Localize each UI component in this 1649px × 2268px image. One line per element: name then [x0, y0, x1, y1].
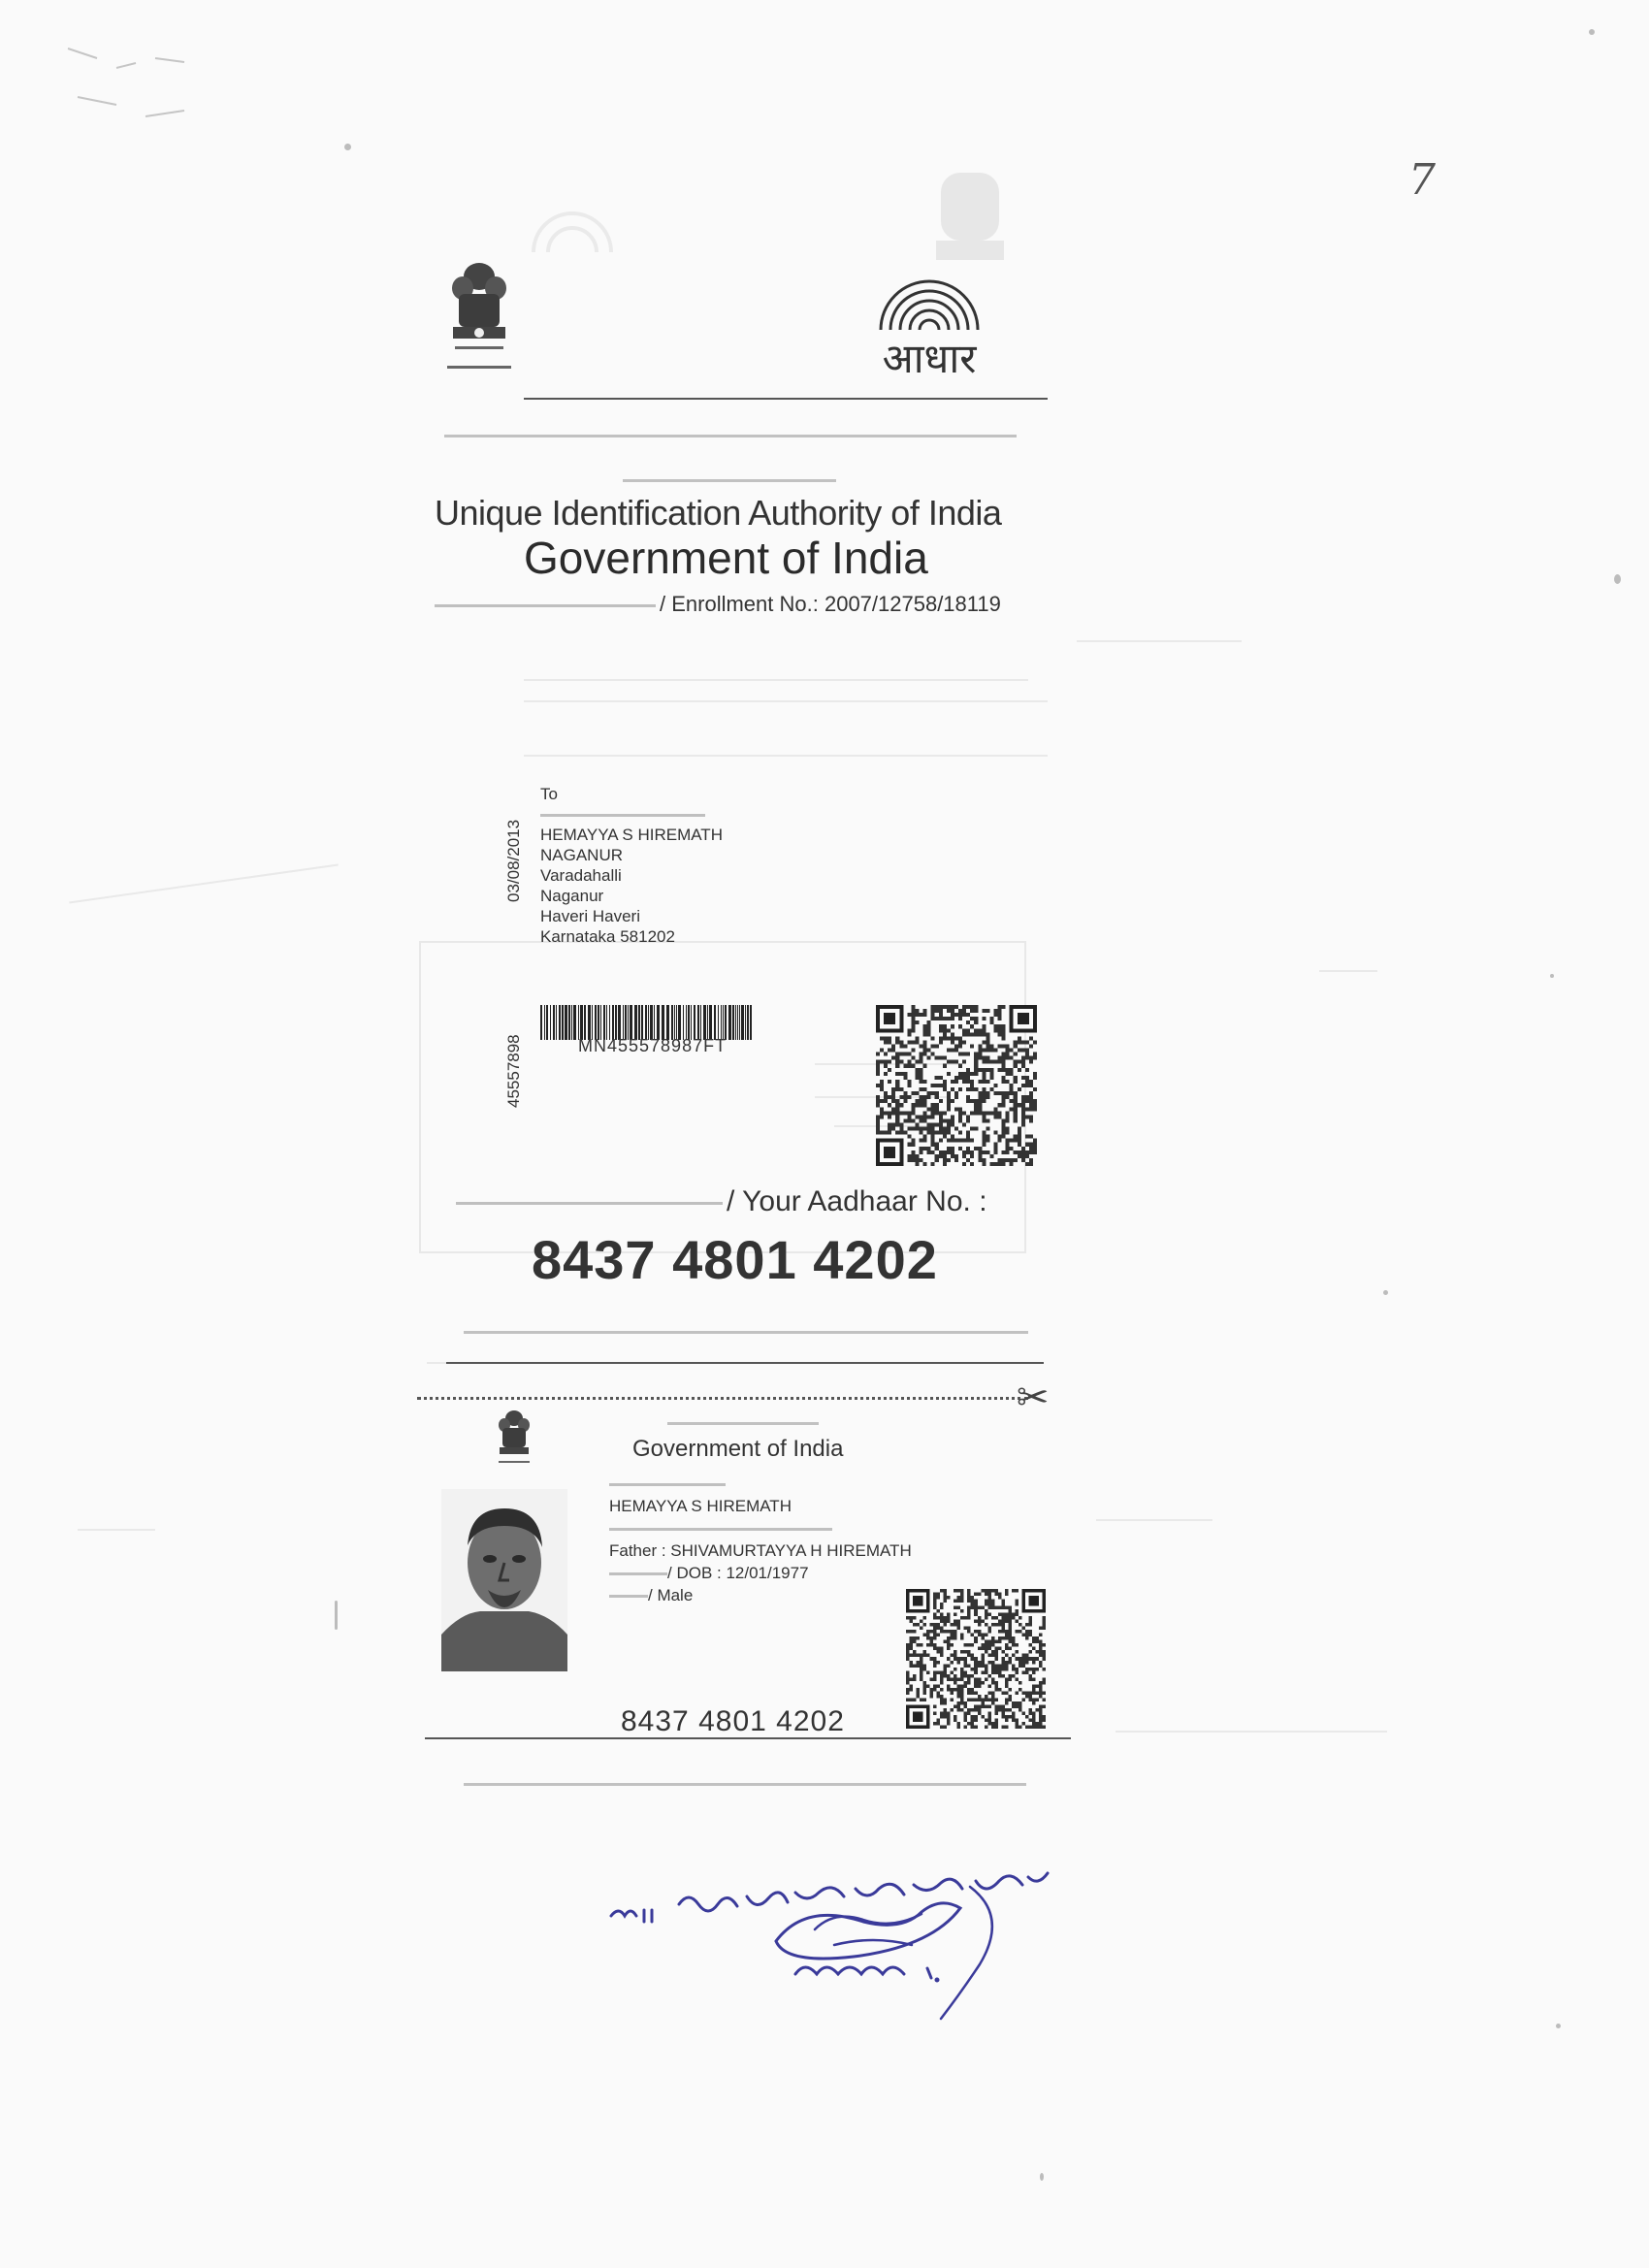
show-through-line [524, 679, 1028, 681]
barcode-number: MN455578987FT [578, 1036, 728, 1055]
father-name: Father : SHIVAMURTAYYA H HIREMATH [609, 1541, 912, 1560]
divider [425, 1737, 1071, 1739]
government-title: Government of India [524, 533, 928, 583]
page-number: 7 [1408, 155, 1436, 205]
kannada-gender-label [609, 1595, 648, 1598]
enrollment-line [435, 592, 1001, 617]
kannada-name [540, 814, 705, 817]
scan-speck [344, 144, 351, 150]
uidai-title: Unique Identification Authority of India [435, 493, 1002, 533]
kannada-name [609, 1483, 726, 1486]
kannada-authority-name [444, 435, 1017, 437]
divider [446, 1362, 1044, 1364]
scan-noise [58, 29, 252, 146]
kannada-father-name [609, 1528, 832, 1531]
show-through-line [524, 700, 1048, 702]
owner-stamp-signature [601, 1867, 1106, 2023]
national-emblem-icon [493, 1407, 535, 1471]
show-through-line [1077, 640, 1242, 642]
cardholder-photo [441, 1489, 567, 1671]
show-through-line [1096, 1519, 1212, 1521]
address-line: HEMAYYA S HIREMATH [540, 826, 723, 844]
divider [524, 398, 1048, 400]
card-government-title: Government of India [632, 1436, 844, 1462]
kannada-government-name [667, 1422, 819, 1425]
address-line: Haveri Haveri [540, 907, 640, 925]
kannada-enrollment-label [435, 604, 656, 607]
kannada-dob-label [609, 1572, 667, 1575]
kannada-government-name [623, 479, 836, 482]
scan-speck [1383, 1290, 1388, 1295]
cut-here-line [417, 1397, 1028, 1400]
date-of-birth: / DOB : 12/01/1977 [667, 1564, 809, 1582]
qr-code [906, 1589, 1046, 1729]
recipient-address [540, 784, 723, 947]
barcode [540, 1005, 754, 1040]
reference-number: 45557898 [504, 1034, 523, 1108]
cardholder-details [609, 1473, 912, 1606]
address-line: NAGANUR [540, 846, 624, 864]
aadhaar-number: 8437 4801 4202 [532, 1229, 938, 1290]
address-line: Karnataka 581202 [540, 927, 675, 946]
kannada-aadhaar-label [456, 1202, 723, 1205]
show-through-line [1319, 970, 1377, 972]
ghost-seal [524, 194, 621, 262]
show-through-line [78, 1529, 155, 1531]
qr-code [875, 1005, 1038, 1166]
aadhaar-number-label: / Your Aadhaar No. : [456, 1185, 987, 1218]
gender: / Male [648, 1586, 694, 1604]
scissors-icon: ✂ [1017, 1376, 1050, 1420]
issue-date: 03/08/2013 [504, 819, 523, 902]
scan-speck [335, 1601, 338, 1630]
scan-speck [1614, 574, 1621, 584]
ghost-emblem [931, 163, 1009, 270]
scan-speck [1040, 2173, 1044, 2181]
cardholder-name: HEMAYYA S HIREMATH [609, 1497, 792, 1515]
aadhaar-logo-text: आधार [882, 335, 977, 382]
national-emblem-icon [441, 257, 517, 381]
show-through-line [1116, 1731, 1387, 1733]
kannada-tagline [464, 1331, 1028, 1334]
address-line: To [540, 785, 558, 803]
scan-speck [1550, 974, 1554, 978]
card-aadhaar-number: 8437 4801 4202 [621, 1705, 845, 1737]
enrollment-number: 2007/12758/18119 [824, 592, 1001, 616]
address-line: Naganur [540, 887, 604, 905]
show-through-line [524, 755, 1048, 757]
kannada-tagline [464, 1783, 1026, 1786]
scan-speck [1556, 2024, 1561, 2028]
scan-speck [1589, 29, 1595, 35]
enrollment-label: / Enrollment No.: [660, 592, 819, 616]
address-line: Varadahalli [540, 866, 622, 885]
show-through-line [69, 864, 339, 904]
